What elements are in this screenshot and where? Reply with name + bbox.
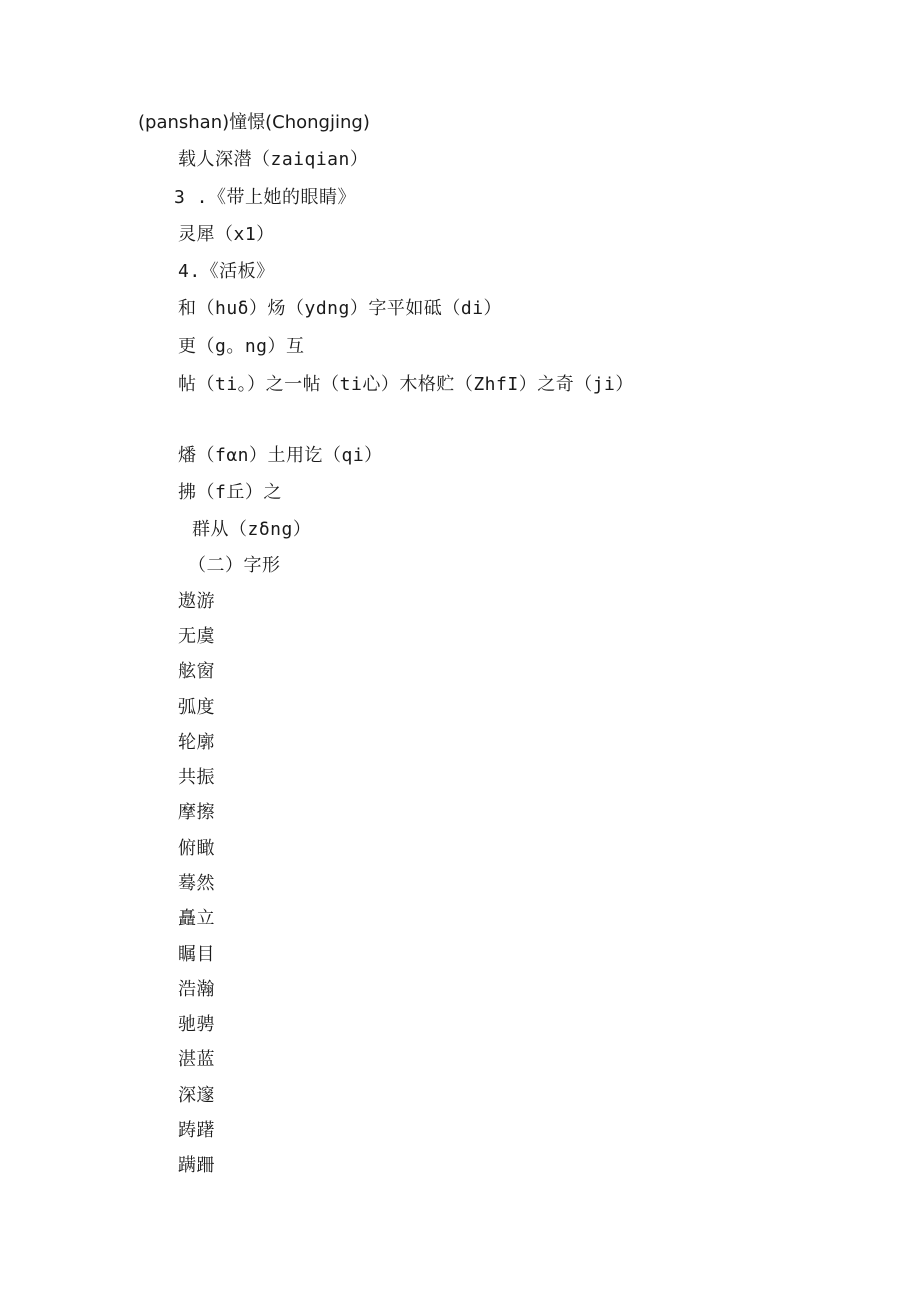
pinyin-line-panshan: (panshan)憧憬(Chongjing) bbox=[138, 112, 370, 133]
word-item: 轮廓 bbox=[178, 732, 215, 753]
word-item: 湛蓝 bbox=[178, 1049, 215, 1070]
vocab-line-lingxi: 灵犀（x1） bbox=[178, 224, 275, 245]
word-item: 蓦然 bbox=[178, 873, 215, 894]
vocab-line-fu: 拂（f丘）之 bbox=[178, 482, 282, 503]
word-item: 踌躇 bbox=[178, 1120, 215, 1141]
word-item: 驰骋 bbox=[178, 1014, 215, 1035]
word-item: 舷窗 bbox=[178, 661, 215, 682]
word-item: 瞩目 bbox=[178, 944, 215, 965]
word-item: 蹒跚 bbox=[178, 1155, 215, 1176]
vocab-line-he: 和（huδ）炀（ydng）字平如砥（di） bbox=[178, 298, 503, 319]
vocab-line-zaiqian: 载人深潜（zaiqian） bbox=[178, 149, 369, 170]
word-item: 深邃 bbox=[178, 1085, 215, 1106]
vocab-line-tie: 帖（ti。）之一帖（ti心）木格贮（ZhfI）之奇（ji） bbox=[178, 374, 634, 395]
word-item: 共振 bbox=[178, 767, 215, 788]
section-heading-zixing: （二）字形 bbox=[188, 555, 281, 576]
section-heading-4: 4.《活板》 bbox=[178, 261, 275, 282]
vocab-line-geng: 更（g。ng）互 bbox=[178, 336, 305, 357]
word-item: 无虞 bbox=[178, 626, 215, 647]
section-heading-3: 3 .《带上她的眼睛》 bbox=[174, 187, 357, 208]
vocab-line-fan: 燔（fαn）土用讫（qi） bbox=[178, 445, 383, 466]
word-item: 弧度 bbox=[178, 697, 215, 718]
vocab-line-qun: 群从（zδng） bbox=[192, 519, 312, 540]
word-item: 俯瞰 bbox=[178, 838, 215, 859]
word-item: 矗立 bbox=[178, 908, 215, 929]
word-item: 遨游 bbox=[178, 591, 215, 612]
word-item: 摩擦 bbox=[178, 802, 215, 823]
word-item: 浩瀚 bbox=[178, 979, 215, 1000]
